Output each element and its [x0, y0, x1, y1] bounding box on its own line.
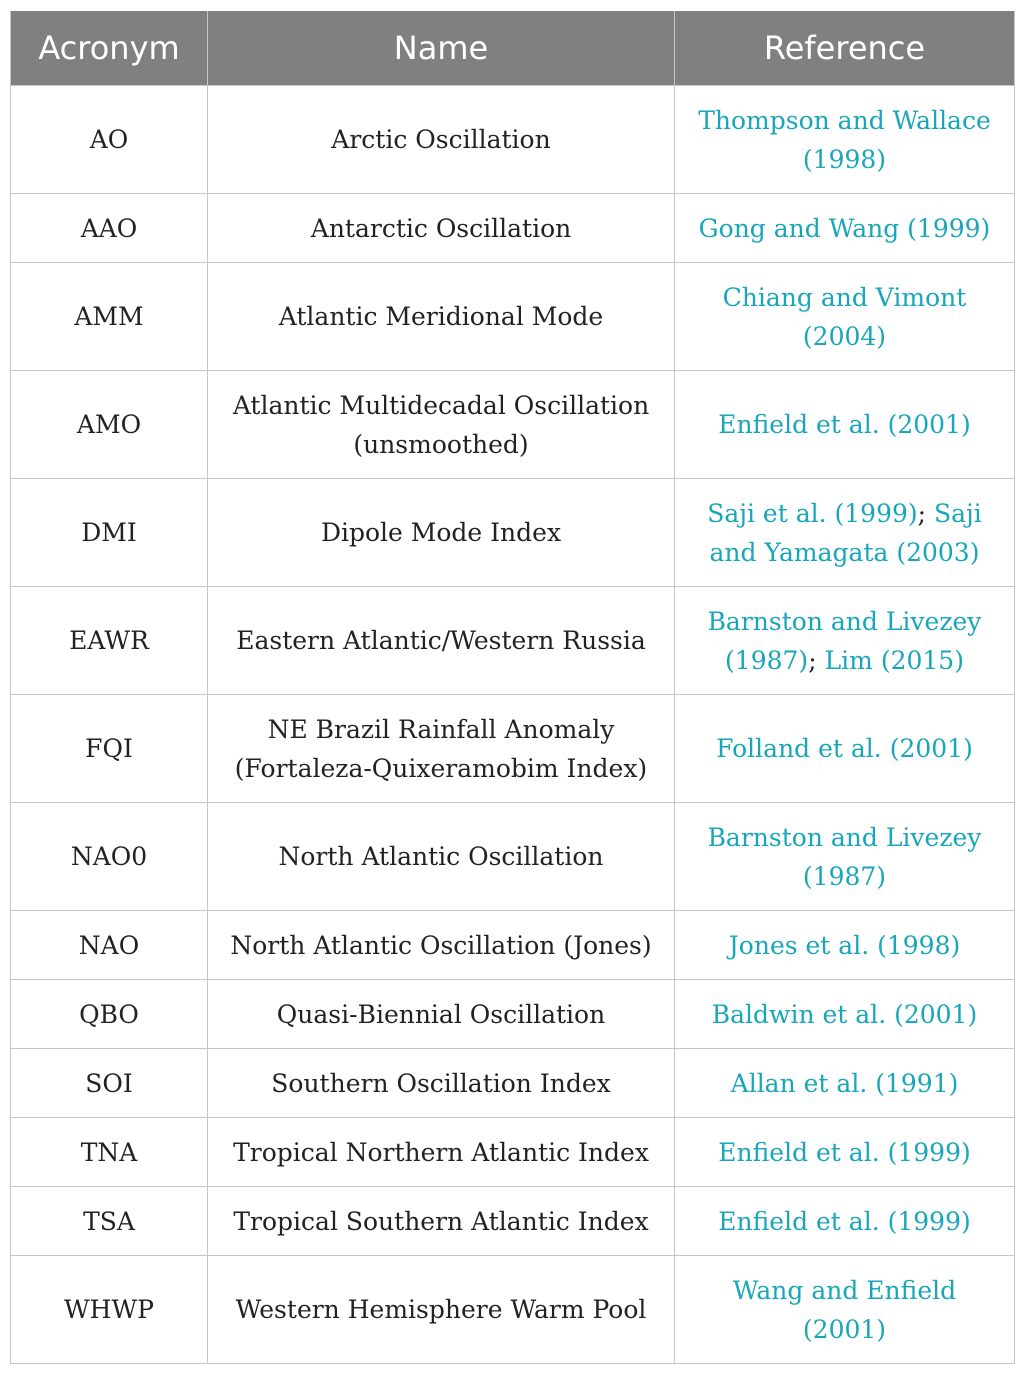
acronym-cell: DMI [11, 479, 208, 587]
table-row [11, 86, 1015, 194]
reference-link[interactable]: Chiang and Vimont (2004) [722, 282, 967, 351]
acronym-cell: EAWR [11, 587, 208, 695]
table-row [11, 1187, 1015, 1256]
reference-link[interactable]: Barnston and Livezey (1987) [707, 822, 982, 891]
name-cell: Tropical Southern Atlantic Index [208, 1187, 675, 1256]
reference-separator: ; [808, 645, 825, 675]
reference-cell [675, 803, 1015, 911]
reference-link[interactable]: Jones et al. (1998) [728, 930, 961, 960]
reference-link[interactable]: Enfield et al. (2001) [718, 410, 971, 439]
table-row [11, 911, 1015, 980]
reference-cell [675, 587, 1015, 695]
name-cell: Dipole Mode Index [208, 479, 675, 587]
name-cell: Quasi-Biennial Oscillation [208, 980, 675, 1049]
reference-cell [675, 1049, 1015, 1118]
acronym-cell: TNA [11, 1118, 208, 1187]
table-row [11, 371, 1015, 479]
reference-link[interactable]: Thompson and Wallace (1998) [698, 105, 991, 174]
acronym-cell: SOI [11, 1049, 208, 1118]
name-cell: Atlantic Multidecadal Oscillation (unsmoothed) [208, 371, 675, 479]
reference-cell [675, 1187, 1015, 1256]
reference-link[interactable]: Saji and Yamagata (2003) [709, 498, 982, 567]
climate-index-table [10, 11, 1015, 1364]
table-row [11, 980, 1015, 1049]
reference-cell [675, 911, 1015, 980]
reference-link[interactable]: Folland et al. (2001) [716, 734, 973, 763]
table-row [11, 1118, 1015, 1187]
acronym-cell: WHWP [11, 1256, 208, 1364]
table-row [11, 479, 1015, 587]
acronym-cell: NAO [11, 911, 208, 980]
name-cell: Western Hemisphere Warm Pool [208, 1256, 675, 1364]
reference-cell [675, 479, 1015, 587]
name-cell: North Atlantic Oscillation [208, 803, 675, 911]
reference-cell [675, 194, 1015, 263]
reference-cell [675, 1256, 1015, 1364]
reference-cell [675, 980, 1015, 1049]
reference-link[interactable]: Wang and Enfield (2001) [732, 1275, 957, 1344]
name-cell: Atlantic Meridional Mode [208, 263, 675, 371]
reference-cell [675, 263, 1015, 371]
table-row [11, 194, 1015, 263]
reference-link[interactable]: Lim (2015) [824, 645, 964, 675]
reference-link[interactable]: Baldwin et al. (2001) [711, 999, 978, 1029]
name-cell: Eastern Atlantic/Western Russia [208, 587, 675, 695]
acronym-cell: NAO0 [11, 803, 208, 911]
acronym-cell: AO [11, 86, 208, 194]
reference-link[interactable]: Allan et al. (1991) [730, 1068, 959, 1098]
table-row [11, 587, 1015, 695]
reference-cell [675, 1118, 1015, 1187]
reference-cell [675, 86, 1015, 194]
reference-link[interactable]: Saji et al. (1999) [707, 498, 918, 528]
acronym-cell: FQI [11, 695, 208, 803]
reference-cell [675, 371, 1015, 479]
name-cell: Tropical Northern Atlantic Index [208, 1118, 675, 1187]
reference-separator: ; [917, 498, 935, 528]
header-reference: Reference [675, 11, 1015, 86]
table-row [11, 695, 1015, 803]
table-row [11, 1049, 1015, 1118]
name-cell: Antarctic Oscillation [208, 194, 675, 263]
header-acronym: Acronym [11, 11, 208, 86]
acronym-cell: TSA [11, 1187, 208, 1256]
acronym-cell: QBO [11, 980, 208, 1049]
reference-link[interactable]: Barnston and Livezey (1987) [707, 606, 982, 675]
acronym-cell: AMO [11, 371, 208, 479]
acronym-cell: AMM [11, 263, 208, 371]
name-cell: North Atlantic Oscillation (Jones) [208, 911, 675, 980]
name-cell: Arctic Oscillation [208, 86, 675, 194]
reference-link[interactable]: Enfield et al. (1999) [718, 1206, 971, 1236]
reference-cell [675, 695, 1015, 803]
header-name: Name [208, 11, 675, 86]
table-row [11, 803, 1015, 911]
table-row [11, 1256, 1015, 1364]
table-row [11, 263, 1015, 371]
name-cell: NE Brazil Rainfall Anomaly (Fortaleza-Quixeramobim Index) [208, 695, 675, 803]
reference-link[interactable]: Gong and Wang (1999) [698, 213, 991, 243]
header-row [11, 11, 1015, 86]
reference-link[interactable]: Enfield et al. (1999) [718, 1137, 971, 1167]
acronym-cell: AAO [11, 194, 208, 263]
name-cell: Southern Oscillation Index [208, 1049, 675, 1118]
